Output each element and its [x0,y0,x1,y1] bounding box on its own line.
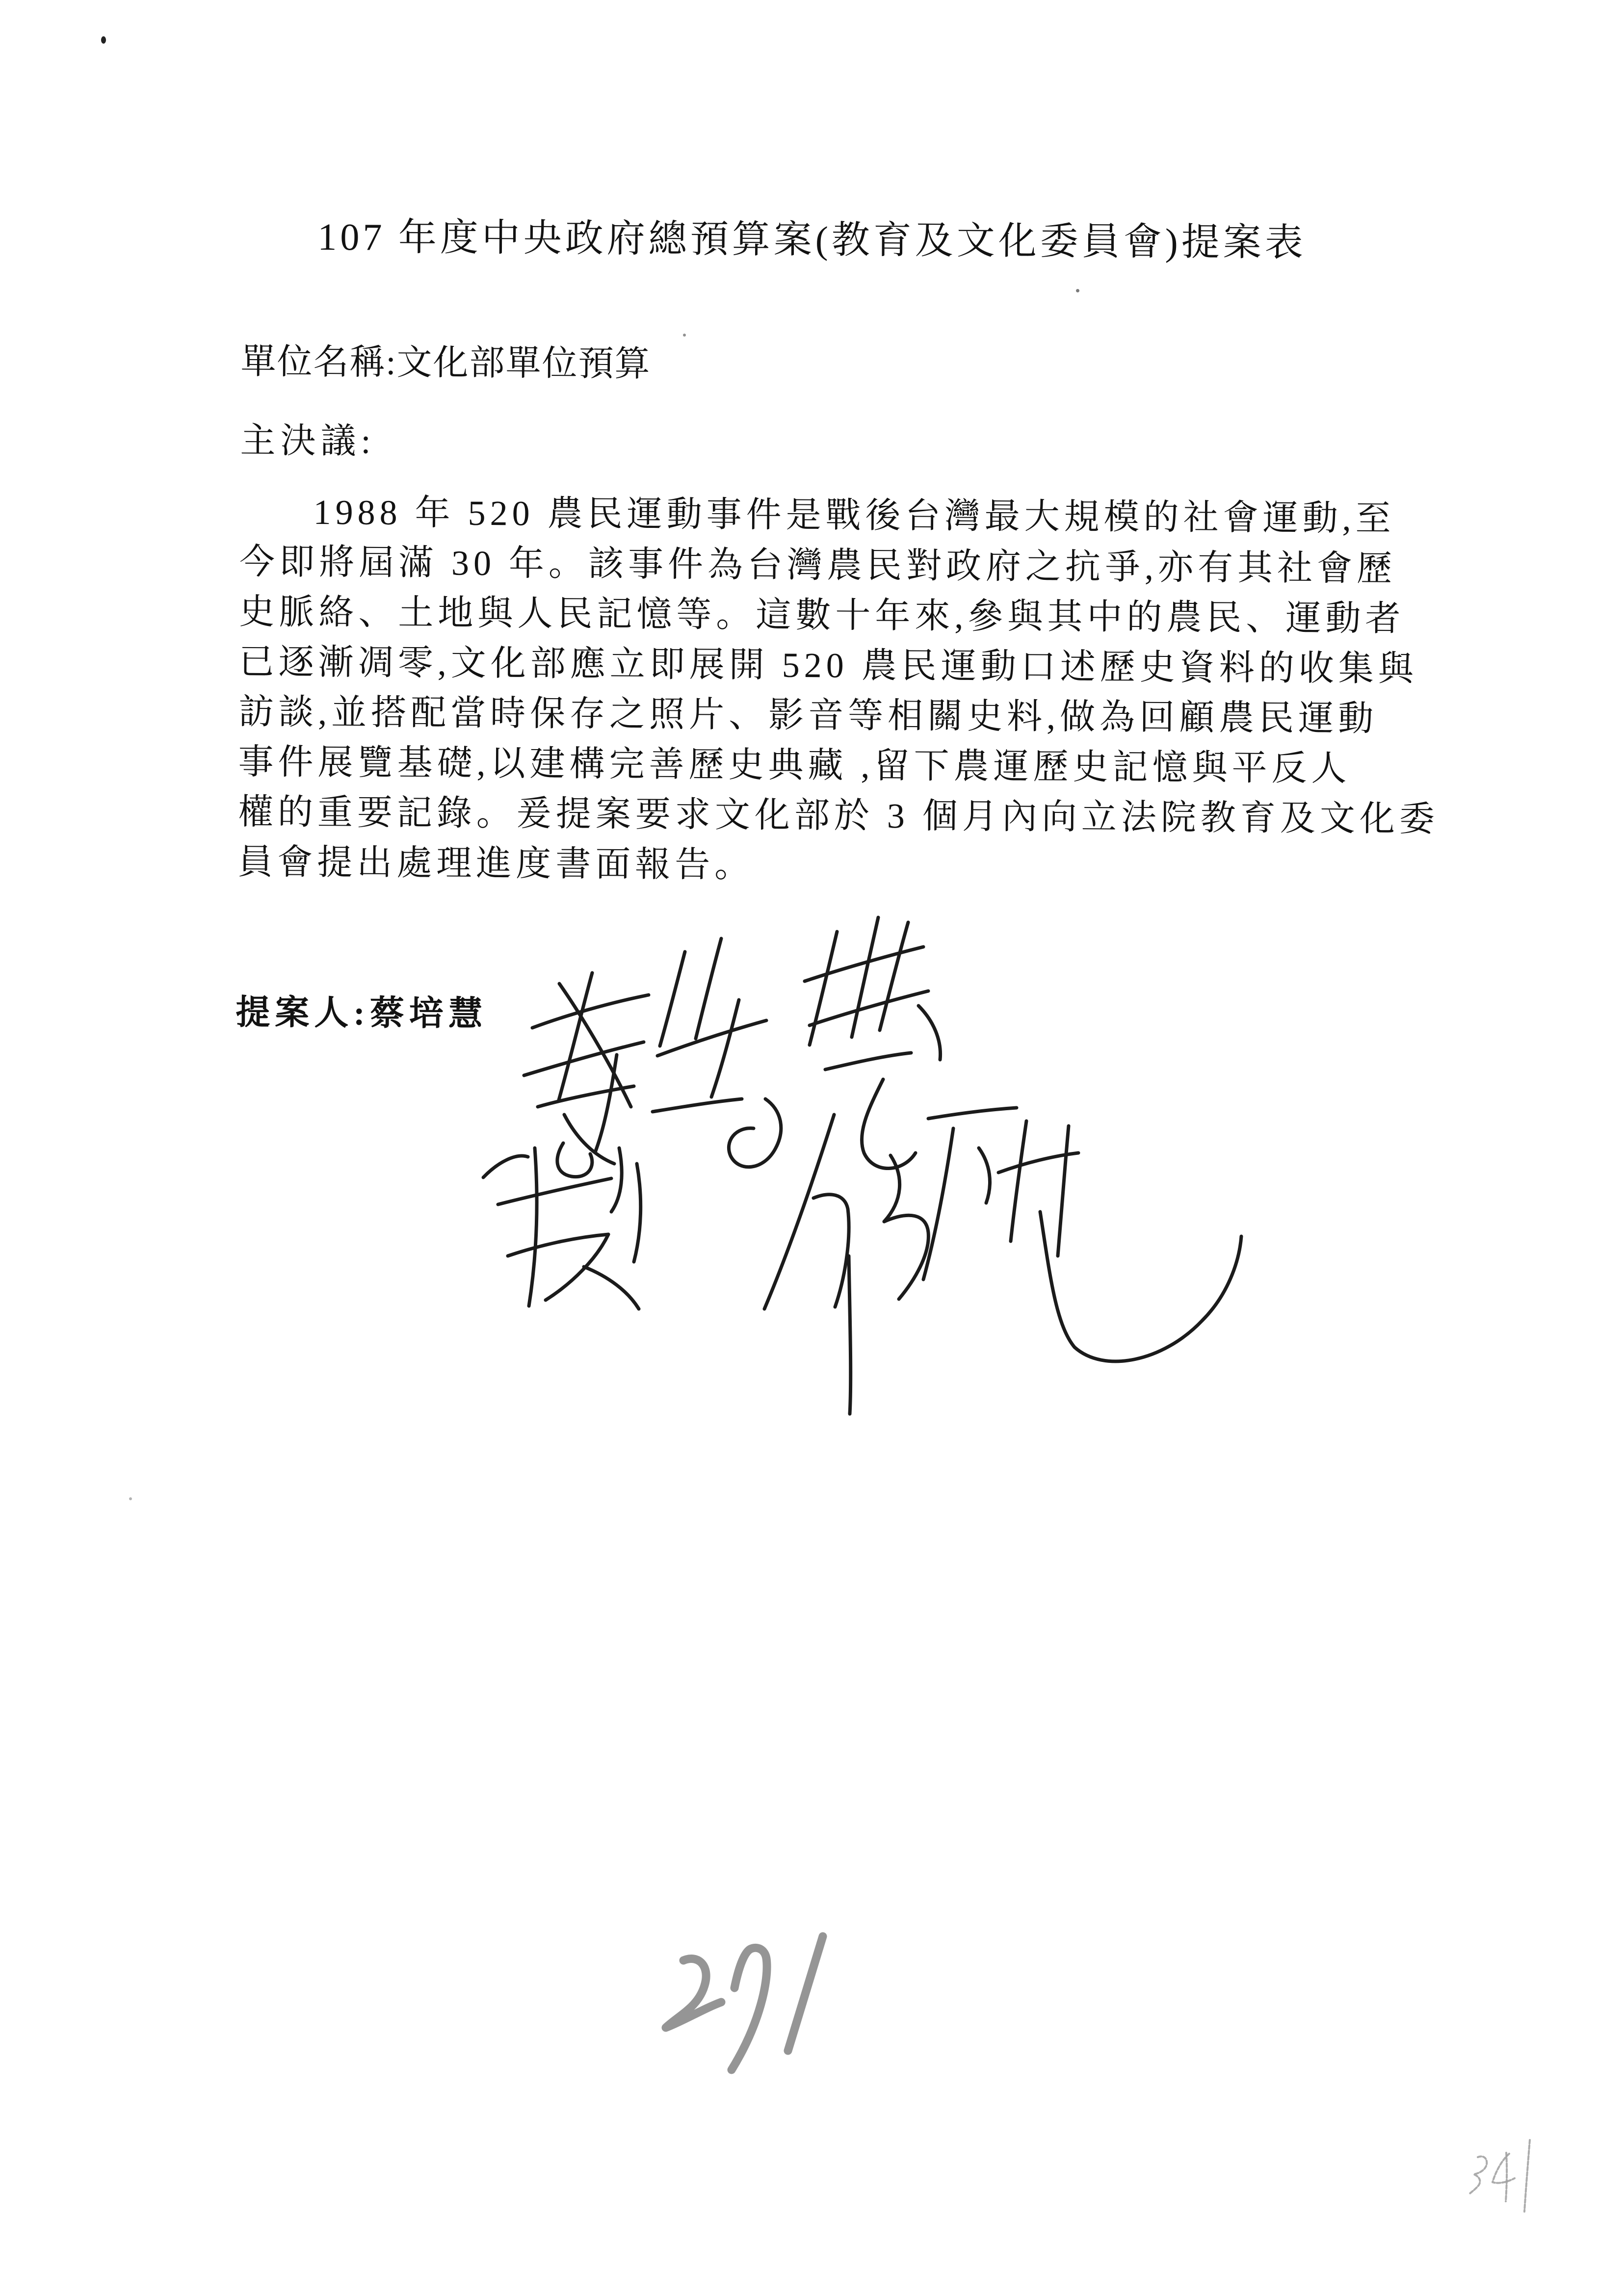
paragraph-line: 員會提出處理進度書面報告。 [237,842,755,885]
paragraph-line: 事件展覽基礎,以建構完善歷史典藏 ,留下農運歷史記憶與平反人 [238,742,1351,788]
paragraph-line: 已逐漸凋零,文化部應立即展開 520 農民運動口述歷史資料的收集與 [238,642,1418,689]
scan-speck [129,1497,132,1500]
main-resolution-heading: 主決議: [240,420,376,461]
proposer-line: 提案人:蔡培慧 [236,993,488,1034]
paragraph-line: 1988 年 520 農民運動事件是戰後台灣最大規模的社會運動,至 [313,492,1395,539]
paragraph-line: 史脈絡、土地與人民記憶等。這數十年來,參與其中的農民、運動者 [239,592,1405,639]
paragraph-line: 權的重要記錄。爰提案要求文化部於 3 個月內向立法院教育及文化委 [237,792,1440,839]
scan-speck [101,36,106,44]
scan-speck [683,334,686,337]
scan-speck [1076,289,1079,292]
document-title: 107 年度中央政府總預算案(教育及文化委員會)提案表 [317,215,1307,264]
unit-name-line: 單位名稱:文化部單位預算 [240,341,651,384]
resolution-paragraph [237,487,1440,894]
paragraph-line: 訪談,並搭配當時保存之照片、影音等相關史料,做為回顧農民運動 [238,692,1378,739]
paragraph-line: 今即將屆滿 30 年。該事件為台灣農民對政府之抗爭,亦有其社會歷 [239,542,1397,589]
